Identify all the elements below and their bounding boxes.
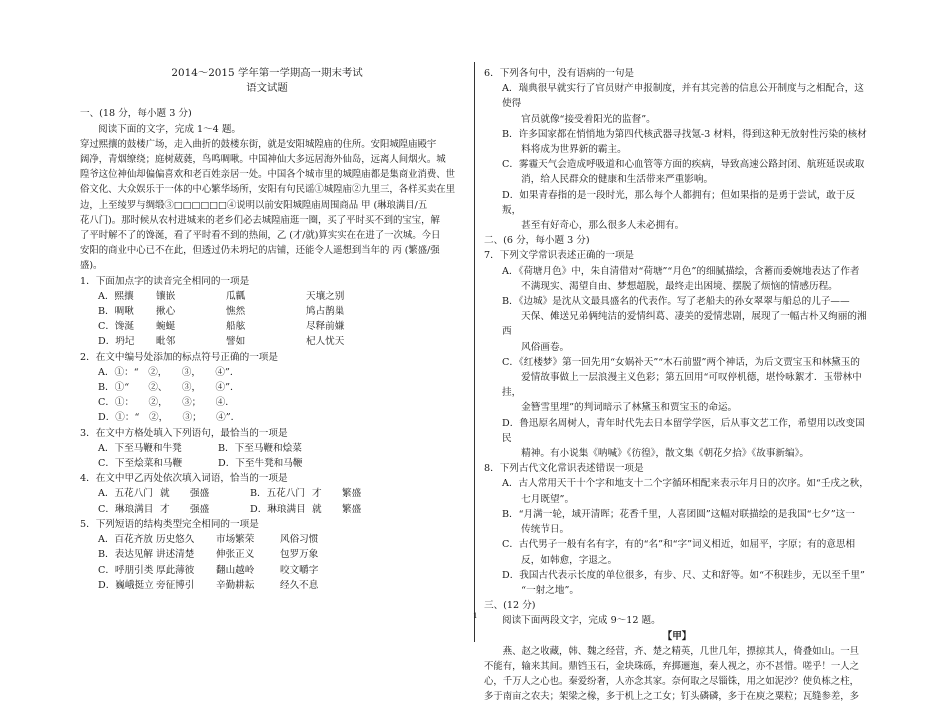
passage-line: 花八门)。那时候从农村进城来的老乡们必去城隍庙逛一圈，买了平时买不到的宝宝，解	[80, 214, 440, 226]
section-1-intro: 阅读下面的文字，完成 1～4 题。	[98, 123, 242, 135]
passage-line: 心，千万人之心也。秦爱纷奢，人亦念其家。奈何取之尽锱铢，用之如泥沙？使负栋之柱，	[484, 676, 860, 688]
right-column	[484, 66, 870, 705]
option-line: 官员就像“接受着阳光的监督”。	[502, 113, 656, 125]
passage-line: 阔净，青烟缭绕；庭树葳蕤，鸟鸣啁啾。中国神仙大多远居海外仙岛，远离人间烟火。城	[80, 154, 446, 166]
option-line: A．古人常用天干十个字和地支十二个字循环相配来表示年月日的次序。如“壬戌之秋，	[502, 478, 869, 490]
option-line: 金簪雪里埋”的判词暗示了林黛玉和贾宝玉的命运。	[502, 402, 738, 414]
option: A．下至马鞭和牛凳	[98, 442, 182, 454]
question-6: 6．下列各句中，没有语病的一句是	[484, 68, 635, 79]
option-line: B．“月满一轮，域开清晖；花香千里，人喜团圆”这幅对联描绘的是我国“七夕”这一	[502, 508, 855, 520]
option: A．百花齐放	[98, 534, 153, 546]
left-column	[80, 66, 464, 593]
exam-title: 2014～2015 学年第一学期高一期末考试	[171, 67, 363, 79]
passage-line: 不能有，输来其间。鼎铛玉石，金块珠砾，弃掷逦迤，秦人视之，亦不甚惜。嗟乎！一人之	[484, 660, 860, 672]
option: 揪心	[156, 306, 176, 318]
section-1-heading: 一、(18 分，每小题 3 分)	[80, 108, 192, 120]
option-line: 七月既望”。	[502, 493, 575, 505]
option: C．①： ②， ③； ④．	[98, 397, 235, 409]
option: 鸠占鹊巢	[306, 306, 345, 318]
passage-line: 盛)。	[80, 260, 103, 272]
option-line: 反，如韩愈，字退之。	[502, 554, 618, 566]
option: 咬文嚼字	[280, 564, 319, 576]
question-6-options	[484, 81, 870, 233]
option: D．下至牛凳和马鞭	[218, 458, 303, 470]
option: B．①“ ②、 ③， ④”．	[98, 382, 240, 394]
passage-jia	[484, 644, 870, 705]
option: 蜿蜒	[156, 321, 176, 333]
option-line: D．如果青春指的是一段时光，那么每个人都拥有；但如果指的是勇于尝试，敢于反叛，	[502, 189, 856, 216]
option: 风俗习惯	[280, 534, 319, 546]
option-line: 风俗画卷。	[502, 341, 570, 353]
option: 经久不息	[280, 579, 319, 591]
section-3-heading: 三、(12 分)	[484, 600, 536, 612]
exam-subtitle: 语文试题	[246, 82, 288, 95]
option: 譬如	[226, 336, 246, 348]
passage-jia-label: 【甲】	[662, 630, 692, 642]
option: 包罗万象	[280, 549, 319, 561]
option-line: D．我国古代表示长度的单位很多，有步、尺、丈和舒等。如“不积跬步，无以至千里”	[502, 569, 865, 581]
option: 瓜瓤	[226, 290, 246, 302]
option: 市场繁荣	[216, 534, 255, 546]
option: B．表达见解	[98, 549, 154, 561]
option: 就	[160, 488, 170, 500]
question-5: 5．下列短语的结构类型完全相同的一项是	[80, 518, 259, 530]
option-line: 天保、傩送兄弟俩纯洁的爱情纠葛、凄美的爱情悲剧，展现了一幅古朴又绚丽的湘西	[502, 311, 867, 338]
question-2-options	[80, 365, 464, 426]
option-line: A．瑞典很早就实行了官员财产申报制度，并有其完善的信息公开制度与之相配合，这使得	[502, 83, 864, 110]
option-line: C．《红楼梦》第一回先用“女娲补天”“木石前盟”两个神话，为后文贾宝玉和林黛玉的	[502, 356, 860, 368]
section-3-intro: 阅读下面两段文字，完成 9～12 题。	[502, 615, 661, 627]
option: 就	[312, 503, 322, 515]
option: C．下至烩菜和马鞭	[98, 458, 183, 470]
question-2: 2．在文中编号处添加的标点符号正确的一项是	[80, 351, 278, 363]
option: A．①：“ ②， ③， ④”．	[98, 366, 240, 378]
option-line: C．雾霾天气会造成呼吸道和心血管等方面的疾病，导致高速公路封闭、航班延误或取	[502, 159, 865, 171]
option: B．下至马鞭和烩菜	[218, 442, 302, 454]
question-3-options	[80, 441, 464, 471]
question-8: 8．下列古代文化常识表述错误一项是	[484, 463, 644, 475]
option: 才	[312, 488, 322, 500]
passage-line: 穿过熙攘的鼓楼广场，走入曲折的鼓楼东街，就是安阳城隍庙的住所。安阳城隍庙殿宇	[80, 138, 437, 150]
question-5-options	[80, 532, 464, 593]
option: 伸张正义	[216, 549, 255, 561]
option: 憔然	[226, 306, 246, 318]
passage-line: 隍爷这位神仙却偏偏喜欢和老百姓亲居一处。中国各个城市里的城隍庙都是集商业消费、世	[80, 169, 456, 181]
option: 繁盛	[342, 503, 362, 515]
option-line: “一射之地”。	[502, 584, 579, 596]
option: 尽释前嫌	[306, 321, 345, 333]
option: D．巍峨挺立	[98, 579, 154, 591]
question-4-options	[80, 486, 464, 516]
option-line: D．鲁迅原名周树人，青年时代先去日本留学学医，后从事文艺工作，希望用以改变国民	[502, 417, 865, 444]
option: 翻山越岭	[216, 564, 255, 576]
option: B．啁啾	[98, 306, 134, 318]
question-7-options	[484, 264, 870, 462]
option-line: B．许多国家都在悄悄地为第四代核武器寻找氪-3 材料，得到这种无放射性污染的核材	[502, 128, 867, 140]
section-2-heading: 二、(6 分，每小题 3 分)	[484, 235, 590, 247]
option: A．五花八门	[98, 488, 153, 500]
question-4: 4．在文中甲乙丙处依次填入词语，恰当的一项是	[80, 473, 288, 485]
option: 镶嵌	[156, 290, 176, 302]
option-line: 精神。有小说集《呐喊》《彷徨》，散文集《朝花夕拾》《故事新编》。	[502, 448, 809, 460]
option: 旁征博引	[156, 579, 195, 591]
passage-line: 俗文化、大众娱乐于一体的中心繁华场所，安阳有句民谣①城隍庙②九里三，各样买卖在里	[80, 184, 456, 196]
question-7: 7．下列文学常识表述正确的一项是	[484, 250, 635, 262]
option: 毗邻	[156, 336, 176, 348]
option: D．①：“ ②， ③； ④”．	[98, 412, 241, 424]
passage-line: 多于南亩之农夫；架梁之椽，多于机上之工女；钉头磷磷，多于在庾之粟粒；瓦缝参差，多	[484, 691, 860, 703]
option-line: 料将成为世界新的霸主。	[502, 144, 627, 156]
question-8-options	[484, 476, 870, 598]
option-line: 传统节日。	[502, 524, 570, 536]
page-number: 1	[473, 612, 478, 620]
option: D．琳琅满目	[250, 503, 306, 515]
option: 历史悠久	[156, 534, 195, 546]
option: 厚此薄彼	[156, 564, 195, 576]
question-1: 1．下面加点字的读音完全相同的一项是	[80, 275, 250, 287]
option-line: 甚至有好奇心，那么很多人未必拥有。	[502, 220, 685, 232]
option: 才	[160, 503, 170, 515]
passage-line: 燕、赵之收藏，韩、魏之经营，齐、楚之精英，几世几年，摽掠其人，倚叠如山。一旦	[502, 645, 860, 657]
passage-line: 安阳的商业中心已不在此，但透过仍未坍圮的店铺，还能令人遥想到当年的 丙 (繁盛/强	[80, 245, 440, 257]
column-divider	[473, 62, 478, 642]
option: 杞人忧天	[306, 336, 345, 348]
passage-line: 边，上至绫罗与绸缎③□□□□□□④说明以前安阳城隍庙周围商品 甲 (琳琅满目/五	[80, 199, 428, 211]
question-3: 3．在文中方格处填入下列语句，最恰当的一项是	[80, 427, 288, 439]
option: 辛勤耕耘	[216, 579, 255, 591]
option: C．琳琅满目	[98, 503, 154, 515]
option-line: B．《边城》是沈从文最具盛名的代表作。写了老船夫的孙女翠翠与船总的儿子——	[502, 296, 850, 308]
option: 强盛	[190, 488, 210, 500]
option: C．呼朋引类	[98, 564, 154, 576]
option: 天壤之别	[306, 290, 345, 302]
option: 讲述清楚	[156, 549, 195, 561]
passage	[80, 137, 464, 274]
option: C．馋涎	[98, 321, 135, 333]
option: D．坍圮	[98, 336, 135, 348]
question-1-options	[80, 289, 464, 350]
option-line: A．《荷塘月色》中，朱自清借对“荷塘”“月色”的细腻描绘，含蓄而委婉地表达了作者	[502, 265, 860, 277]
option: A．熙攘	[98, 290, 134, 302]
option-line: C．古代男子一般有名有字，有的“名”和“字”词义相近，如屈平，字原；有的意思相	[502, 539, 856, 551]
option: 强盛	[190, 503, 210, 515]
option-line: 爱情故事做上一层浪漫主义色彩；第五回用“可叹停机德，堪怜咏絮才．玉带林中挂，	[502, 372, 862, 399]
option-line: 消，给人民群众的健康和生活带来严重影响。	[502, 174, 714, 186]
option: 繁盛	[342, 488, 362, 500]
option-line: 不满现实、渴望自由、梦想超脱，最终走出困境、摆脱了烦恼的情感历程。	[502, 280, 838, 292]
passage-line: 了平时解不了的馋涎，看了平时看不到的热闹，乙 (才/就)算实实在在进了一次城。今日	[80, 230, 441, 242]
option: B．五花八门	[250, 488, 306, 500]
option: 船舷	[226, 321, 246, 333]
